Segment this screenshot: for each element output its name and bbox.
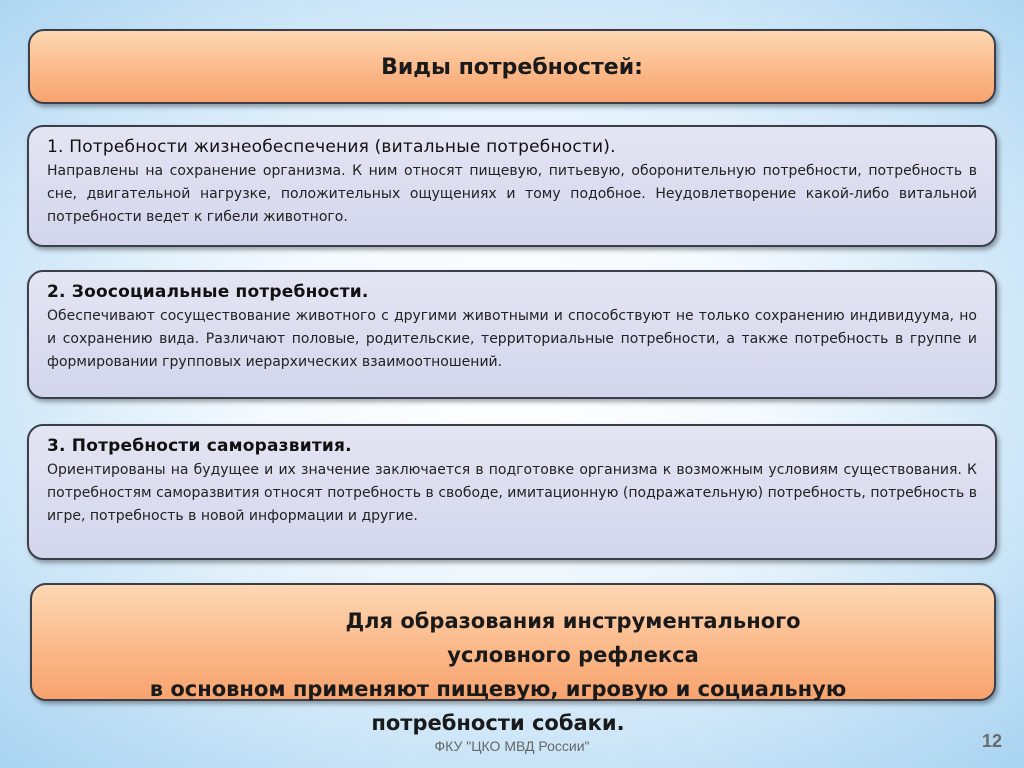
conclusion-line-2: в основном применяют пищевую, игровую и социальную (149, 677, 847, 701)
need-card-body: Обеспечивают сосуществование животного с другими животными и способствуют не только сохранению индивидуума, но и сохранению вида. Различают половые, родительские, территориальные потребности, а также потребность в группе и формировании групповых иерархических взаимоотношений. (47, 308, 977, 370)
need-card-body: Направлены на сохранение организма. К ним относят пищевую, питьевую, оборонительную потребности, потребность в сне, двигательной нагрузке, положительных ощущениях и тому подобное. Неудовлетворение какой-либо витальной потребности ведет к гибели животного. (47, 163, 977, 225)
need-card-heading: 2. Зоосоциальные потребности. (47, 282, 369, 302)
title-banner (28, 29, 996, 104)
conclusion-text (142, 604, 854, 740)
need-card-heading: 3. Потребности саморазвития. (47, 436, 352, 456)
footer-organization: ФКУ "ЦКО МВД России" (434, 738, 590, 754)
conclusion-line-1: Для образования инструментального условного рефлекса (345, 609, 801, 667)
conclusion-line-3: потребности собаки. (371, 711, 625, 735)
page-number: 12 (981, 731, 1002, 751)
slide-title: Виды потребностей: (381, 55, 643, 80)
need-card-vital (27, 125, 997, 247)
conclusion-banner (30, 583, 996, 735)
need-card-self-development (27, 424, 997, 560)
need-card-zoosocial (27, 270, 997, 399)
need-card-body: Ориентированы на будущее и их значение заключается в подготовке организма к возможным условиям существования. К потребностям саморазвития относят потребность в свободе, имитационную (подражательную) потребность, потребность в игре, потребность в новой информации и другие. (47, 462, 977, 524)
need-card-heading: 1. Потребности жизнеобеспечения (витальные потребности). (47, 137, 616, 157)
